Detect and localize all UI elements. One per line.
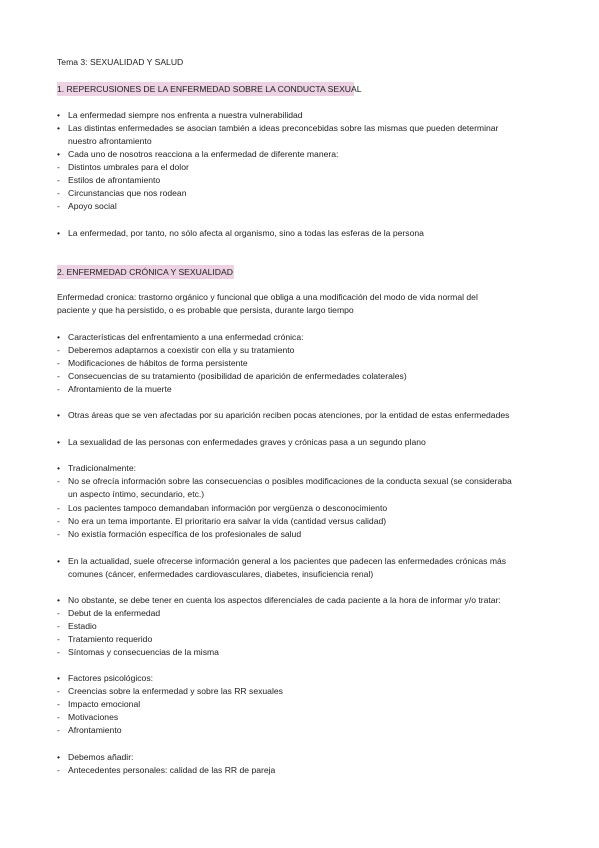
list-item-continuation: nuestro afrontamiento <box>68 136 152 146</box>
bullet-marker: • <box>57 123 61 133</box>
list-item-continuation: comunes (cáncer, enfermedades cardiovasculares, diabetes, insuficiencia renal) <box>68 569 374 579</box>
sub-item: Motivaciones <box>68 712 119 722</box>
bullet-marker: • <box>57 332 61 342</box>
sub-item: Distintos umbrales para el dolor <box>68 162 189 172</box>
sub-item: No era un tema importante. El prioritario era salvar la vida (cantidad versus calidad) <box>68 516 387 526</box>
list-item: La sexualidad de las personas con enfermedades graves y crónicas pasa a un segundo plano <box>68 437 426 447</box>
dash-marker: - <box>57 634 60 644</box>
bullet-marker: • <box>57 556 61 566</box>
list-item: La enfermedad siempre nos enfrenta a nuestra vulnerabilidad <box>68 110 303 120</box>
bullet-marker: • <box>57 410 61 420</box>
sub-item: Apoyo social <box>68 201 117 211</box>
sub-item: Afrontamiento <box>68 725 122 735</box>
list-item: Las distintas enfermedades se asocian también a ideas preconcebidas sobre las mismas que pueden determinar <box>68 123 499 133</box>
sub-item: Estilos de afrontamiento <box>68 175 161 185</box>
dash-marker: - <box>57 516 60 526</box>
sub-item: Deberemos adaptarnos a coexistir con ella y su tratamiento <box>68 345 295 355</box>
list-item: No obstante, se debe tener en cuenta los aspectos diferenciales de cada paciente a la hora de informar y/o tratar: <box>68 595 501 605</box>
bullet-marker: • <box>57 463 61 473</box>
sub-item: Tratamiento requerido <box>68 634 153 644</box>
bullet-marker: • <box>57 673 61 683</box>
bullet-marker: • <box>57 437 61 447</box>
sub-item: Los pacientes tampoco demandaban información por vergüenza o desconocimiento <box>68 503 388 513</box>
list-item: Características del enfrentamiento a una enfermedad crónica: <box>68 332 304 342</box>
section-heading-2: 2. ENFERMEDAD CRÓNICA Y SEXUALIDAD <box>57 267 233 277</box>
bullet-marker: • <box>57 752 61 762</box>
list-item: Cada uno de nosotros reacciona a la enfermedad de diferente manera: <box>68 149 339 159</box>
definition-paragraph: Enfermedad cronica: trastorno orgánico y funcional que obliga a una modificación del modo de vida normal del <box>57 292 478 302</box>
dash-marker: - <box>57 384 60 394</box>
list-item: La enfermedad, por tanto, no sólo afecta al organismo, sino a todas las esferas de la persona <box>68 228 424 238</box>
sub-item: No existía formación específica de los profesionales de salud <box>68 529 302 539</box>
bullet-marker: • <box>57 110 61 120</box>
dash-marker: - <box>57 765 60 775</box>
sub-item: Estadio <box>68 621 97 631</box>
list-item: Factores psicológicos: <box>68 673 154 683</box>
section-heading-1: 1. REPERCUSIONES DE LA ENFERMEDAD SOBRE LA CONDUCTA SEXUAL <box>57 84 362 94</box>
list-item: Tradicionalmente: <box>68 463 136 473</box>
sub-item: No se ofrecía información sobre las consecuencias o posibles modificaciones de la conducta sexual (se consideraba <box>68 476 512 486</box>
dash-marker: - <box>57 188 60 198</box>
dash-marker: - <box>57 686 60 696</box>
bullet-marker: • <box>57 149 61 159</box>
dash-marker: - <box>57 529 60 539</box>
list-item: Debemos añadir: <box>68 752 134 762</box>
sub-item: Circunstancias que nos rodean <box>68 188 187 198</box>
sub-item: Creencias sobre la enfermedad y sobre las RR sexuales <box>68 686 283 696</box>
dash-marker: - <box>57 647 60 657</box>
dash-marker: - <box>57 725 60 735</box>
sub-item: Antecedentes personales: calidad de las RR de pareja <box>68 765 276 775</box>
dash-marker: - <box>57 476 60 486</box>
list-item: En la actualidad, suele ofrecerse información general a los pacientes que padecen las enfermedades crónicas más <box>68 556 507 566</box>
dash-marker: - <box>57 503 60 513</box>
dash-marker: - <box>57 201 60 211</box>
dash-marker: - <box>57 345 60 355</box>
definition-paragraph: paciente y que ha persistido, o es probable que persista, durante largo tiempo <box>57 305 354 315</box>
dash-marker: - <box>57 175 60 185</box>
list-item: Otras áreas que se ven afectadas por su aparición reciben pocas atenciones, por la entidad de estas enfermedades <box>68 410 510 420</box>
dash-marker: - <box>57 699 60 709</box>
dash-marker: - <box>57 608 60 618</box>
dash-marker: - <box>57 358 60 368</box>
sub-item: Impacto emocional <box>68 699 141 709</box>
sub-item: Modificaciones de hábitos de forma persistente <box>68 358 248 368</box>
sub-item-continuation: un aspecto íntimo, secundario, etc.) <box>68 489 205 499</box>
document-title: Tema 3: SEXUALIDAD Y SALUD <box>57 57 184 67</box>
dash-marker: - <box>57 712 60 722</box>
sub-item: Consecuencias de su tratamiento (posibilidad de aparición de enfermedades colaterales) <box>68 371 407 381</box>
sub-item: Debut de la enfermedad <box>68 608 161 618</box>
dash-marker: - <box>57 371 60 381</box>
bullet-marker: • <box>57 595 61 605</box>
dash-marker: - <box>57 162 60 172</box>
sub-item: Afrontamiento de la muerte <box>68 384 172 394</box>
sub-item: Síntomas y consecuencias de la misma <box>68 647 219 657</box>
bullet-marker: • <box>57 228 61 238</box>
dash-marker: - <box>57 621 60 631</box>
